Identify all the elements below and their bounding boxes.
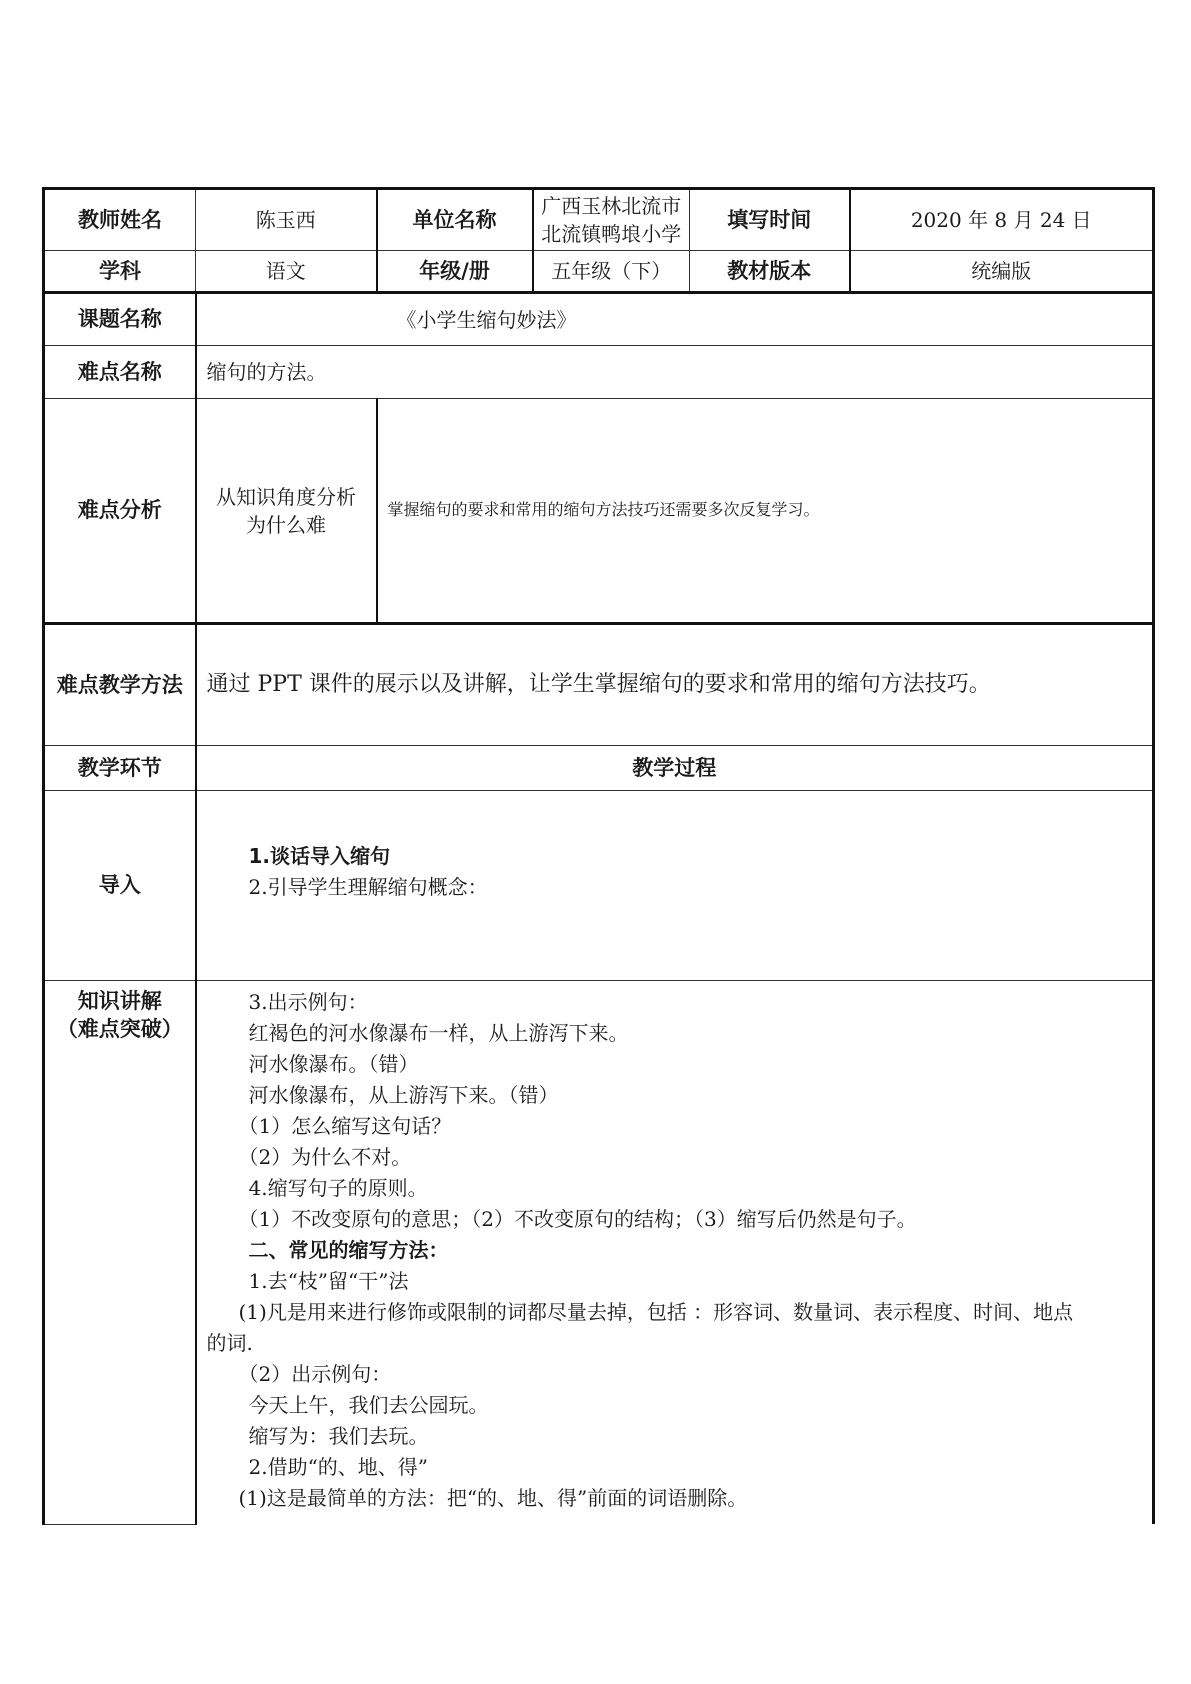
knowledge-line: 河水像瀑布，从上游泻下来。（错） — [248, 1083, 559, 1107]
knowledge-line: 3.出示例句： — [248, 990, 368, 1014]
difficulty-row — [44, 346, 1154, 399]
knowledge-line: 的词. — [206, 1331, 253, 1355]
knowledge-line: 红褐色的河水像瀑布一样，从上游泻下来。 — [248, 1021, 629, 1045]
edition-value: 统编版 — [850, 251, 1154, 293]
knowledge-label-line1: 知识讲解 — [77, 989, 162, 1013]
subject-value: 语文 — [196, 251, 377, 293]
knowledge-line: 缩写为：我们去玩。 — [248, 1424, 429, 1448]
knowledge-line: （2）出示例句： — [238, 1362, 392, 1386]
knowledge-line: 2.借助“的、地、得” — [248, 1455, 429, 1479]
analysis-sub-label-line1: 从知识角度分析 — [216, 484, 356, 509]
method-label: 难点教学方法 — [44, 624, 196, 746]
knowledge-line: 4.缩写句子的原则。 — [248, 1176, 428, 1200]
knowledge-line: （1）怎么缩写这句话？ — [238, 1114, 452, 1138]
unit-value-line1: 广西玉林北流市 — [541, 194, 682, 218]
knowledge-content — [196, 981, 1154, 1525]
analysis-label: 难点分析 — [44, 399, 196, 624]
grade-value: 五年级（下） — [533, 251, 690, 293]
topic-row — [44, 293, 1154, 346]
knowledge-line: 今天上午，我们去公园玩。 — [248, 1393, 489, 1417]
intro-row — [44, 791, 1154, 981]
knowledge-label-line2: （难点突破） — [56, 1017, 183, 1042]
knowledge-line: （2）为什么不对。 — [238, 1145, 412, 1169]
subject-label: 学科 — [44, 251, 196, 293]
knowledge-line: 二、常见的缩写方法： — [248, 1238, 449, 1262]
knowledge-line: 河水像瀑布。（错） — [248, 1052, 419, 1076]
knowledge-label — [44, 981, 196, 1525]
analysis-value: 掌握缩句的要求和常用的缩句方法技巧还需要多次反复学习。 — [377, 399, 1154, 624]
difficulty-value: 缩句的方法。 — [196, 346, 1154, 399]
topic-label: 课题名称 — [44, 293, 196, 346]
analysis-row — [44, 399, 1154, 624]
intro-line1: 1.谈话导入缩句 — [248, 844, 391, 868]
edition-label: 教材版本 — [690, 251, 850, 293]
intro-content — [196, 791, 1154, 981]
topic-value: 《小学生缩句妙法》 — [196, 293, 1154, 346]
difficulty-label: 难点名称 — [44, 346, 196, 399]
knowledge-line: (1)这是最简单的方法：把“的、地、得”前面的词语删除。 — [238, 1486, 748, 1510]
process-header-row — [44, 746, 1154, 791]
intro-line2: 2.引导学生理解缩句概念： — [248, 875, 488, 899]
intro-label: 导入 — [44, 791, 196, 981]
process-header: 教学过程 — [196, 746, 1154, 791]
knowledge-line: (1)凡是用来进行修饰或限制的词都尽量去掉，包括 ：形容词、数量词、表示程度、时间、地点 — [238, 1300, 1074, 1324]
knowledge-line: （1）不改变原句的意思；（2）不改变原句的结构；（3）缩写后仍然是句子。 — [238, 1207, 917, 1231]
lesson-plan-form — [42, 187, 1152, 1525]
teacher-value: 陈玉西 — [196, 189, 377, 251]
method-value: 通过 PPT 课件的展示以及讲解，让学生掌握缩句的要求和常用的缩句方法技巧。 — [196, 624, 1154, 746]
lesson-plan-table — [42, 187, 1155, 1525]
knowledge-line: 1.去“枝”留“干”法 — [248, 1269, 409, 1293]
stage-header: 教学环节 — [44, 746, 196, 791]
unit-value — [533, 189, 690, 251]
analysis-sub-label-line2: 为什么难 — [246, 512, 326, 537]
unit-label: 单位名称 — [377, 189, 533, 251]
analysis-sub-label — [196, 399, 377, 624]
method-row — [44, 624, 1154, 746]
teacher-label: 教师姓名 — [44, 189, 196, 251]
date-label: 填写时间 — [690, 189, 850, 251]
header-row-1 — [44, 189, 1154, 251]
knowledge-row — [44, 981, 1154, 1525]
date-value: 2020 年 8 月 24 日 — [850, 189, 1154, 251]
unit-value-line2: 北流镇鸭埌小学 — [541, 222, 682, 246]
grade-label: 年级/册 — [377, 251, 533, 293]
header-row-2 — [44, 251, 1154, 293]
